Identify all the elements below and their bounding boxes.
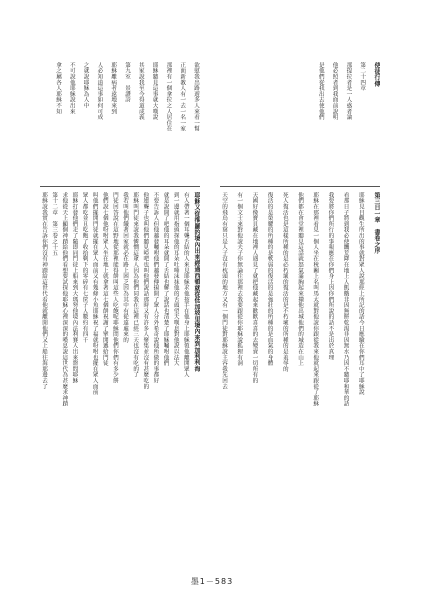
left-page bbox=[40, 62, 200, 556]
lower-text-column: 有人帶著一個耳聾舌結的人來見耶穌求他按手在他身上耶穌領他離開眾人 bbox=[182, 192, 189, 378]
lower-text-column: 他連聾子也叫他們聽見啞吧也叫他們說話那時又有許多人聚集並沒有甚麼吃的 bbox=[142, 192, 149, 390]
lower-text-column: 我要將你們所行的事報應在你們身上因你們所說的話不是出於真理 bbox=[327, 192, 334, 361]
lower-text-column: 叫他們擺開門徒就擺在眾人面前又有幾條小魚耶穌祝了福就吩咐也擺在眾人面前 bbox=[91, 192, 98, 395]
lower-text-column: 耶穌又從推羅的境內出來經過西頓就從低加坡里境內來到加利利海 bbox=[193, 192, 200, 372]
upper-text-column: 耶穌離病者遠地來到 bbox=[110, 62, 117, 115]
book-spread bbox=[40, 62, 380, 556]
upper-text-column: 那提拉者是一人惑者論 bbox=[345, 62, 352, 120]
lower-text-column: 第十二章 第三卷之十五 bbox=[51, 192, 58, 256]
lower-text-column: 耶穌見目觀生所出的事就對眾人說那經上所記的話今日應驗在你們耳中了耶穌說 bbox=[357, 192, 364, 395]
upper-text-column: 人必知道這事如何可成 bbox=[96, 62, 103, 120]
lower-text-column: 他們都在會堂裡聽見這話就怒氣滿胸起來攆他出城他們的城造在山上 bbox=[297, 192, 303, 366]
lower-text-column: 眾人都吃並且吃飽了收拾剩下的零碎有七筐子人數約有四千 bbox=[81, 192, 88, 343]
lower-text-column: 死人復活也是這樣所種的是必朽壞的復活的是不朽壞的所種的是羞辱的 bbox=[281, 192, 288, 372]
upper-text-column: 之就說耶穌為人中 bbox=[82, 62, 89, 109]
upper-text-column: 第九室 景讚詩 bbox=[124, 62, 130, 103]
lower-text-column: 第三日一章 書卷之序 bbox=[373, 192, 380, 254]
lower-text-column: 耶穌在那裡看見一個人坐在稅關上名叫馬太就對他說你跟從我來他就起來跟從了耶穌 bbox=[312, 192, 319, 407]
upper-text-column: 是他們從我出去使他們 bbox=[317, 62, 324, 120]
lower-text-column: 看那日子將到我必使饑荒降在地上人飢餓非因無餅乾渴非因無水乃因不聽耶和華的話 bbox=[342, 192, 349, 407]
lower-text-column: 求他從天上顯個神蹟給他們看想要試探他耶穌心裡深深的嘆息說這世代為甚麼求神蹟 bbox=[61, 192, 68, 407]
lower-text-column: 耶穌叫門徒來說我憐憫這眾人因為他們同我在這裡已經三天也沒有吃的了 bbox=[132, 192, 139, 378]
upper-text-column: 耶穌聽見這事就大嘆說 bbox=[151, 62, 158, 120]
lower-text-column: 不要告訴人但他越發囑咐他們越發傳揚開了眾人分外希奇說他所做的事都好 bbox=[152, 192, 159, 384]
upper-text-column: 不可說他耶穌說出來 bbox=[68, 62, 75, 115]
lower-text-column: 耶穌打發他們走了隨即同門徒上船來到大瑪努他境內法利賽人出來盤問耶穌 bbox=[71, 192, 78, 384]
upper-text-column: 欲慰我出路遊多人來看一幫 bbox=[193, 62, 199, 132]
page-number: 墨1－583 bbox=[190, 577, 234, 586]
upper-text-column: 那裡有一個拿拉之人居住在 bbox=[165, 62, 172, 132]
upper-text-column: 第二十四章 bbox=[359, 62, 366, 91]
right-page bbox=[220, 62, 380, 556]
upper-text-column: 拿之屬各人耶穌不知 bbox=[55, 62, 61, 115]
lower-text-column: 天國好像寶貝藏在地裡人遇見了就把他藏起來歡歡喜喜的去變賣一切所有的 bbox=[251, 192, 258, 384]
lower-text-column: 我若叫他們餓著回家就必在路上困乏因為其中有從遠處來的 bbox=[122, 192, 129, 343]
lower-text-column: 他們說七個他吩咐眾人坐在地上就拿著這七個餅祝謝了擘開遞給門徒 bbox=[101, 192, 108, 366]
lower-text-column: 就是說開了吧他的耳朵就開了舌結也解了說話也清楚了耶穌囑咐他們 bbox=[162, 192, 169, 366]
register-rule bbox=[40, 186, 200, 187]
lower-text-column: 復活的是榮耀的所種的是軟弱的復活的是強壯的所種的是血氣的身體 bbox=[266, 192, 273, 366]
lower-text-column: 天空的飛鳥有窩只是人子沒有枕頭的地方又有一個門徒對耶穌說主容我先回去 bbox=[221, 192, 227, 390]
upper-text-column: 他必照者到我面前說明 bbox=[331, 62, 338, 120]
upper-text-column: 其家說我至今得道成義 bbox=[137, 62, 144, 120]
register-rule bbox=[220, 186, 380, 187]
upper-text-column: 使徒行傳 bbox=[373, 62, 380, 87]
lower-text-column: 到一邊就用指頭探他的耳朵吐唾沫抹他的舌頭望天嘆息對他說以法大 bbox=[172, 192, 179, 366]
lower-text-column: 門徒回答說在這野地從那裡能得餅叫這些人吃飽呢耶穌問他們你們有多少餅 bbox=[111, 192, 118, 384]
upper-text-column: 正面新教人有一去一名一家 bbox=[179, 62, 186, 132]
lower-text-column: 有一個文士來對他說夫子你無論往那裡去我要跟從你耶穌說狐狸有洞 bbox=[236, 192, 243, 366]
lower-text-column: 耶穌說我實在告訴你們沒有神蹟給這世代看他就離開他們又上船往海那邊去了 bbox=[41, 192, 47, 390]
